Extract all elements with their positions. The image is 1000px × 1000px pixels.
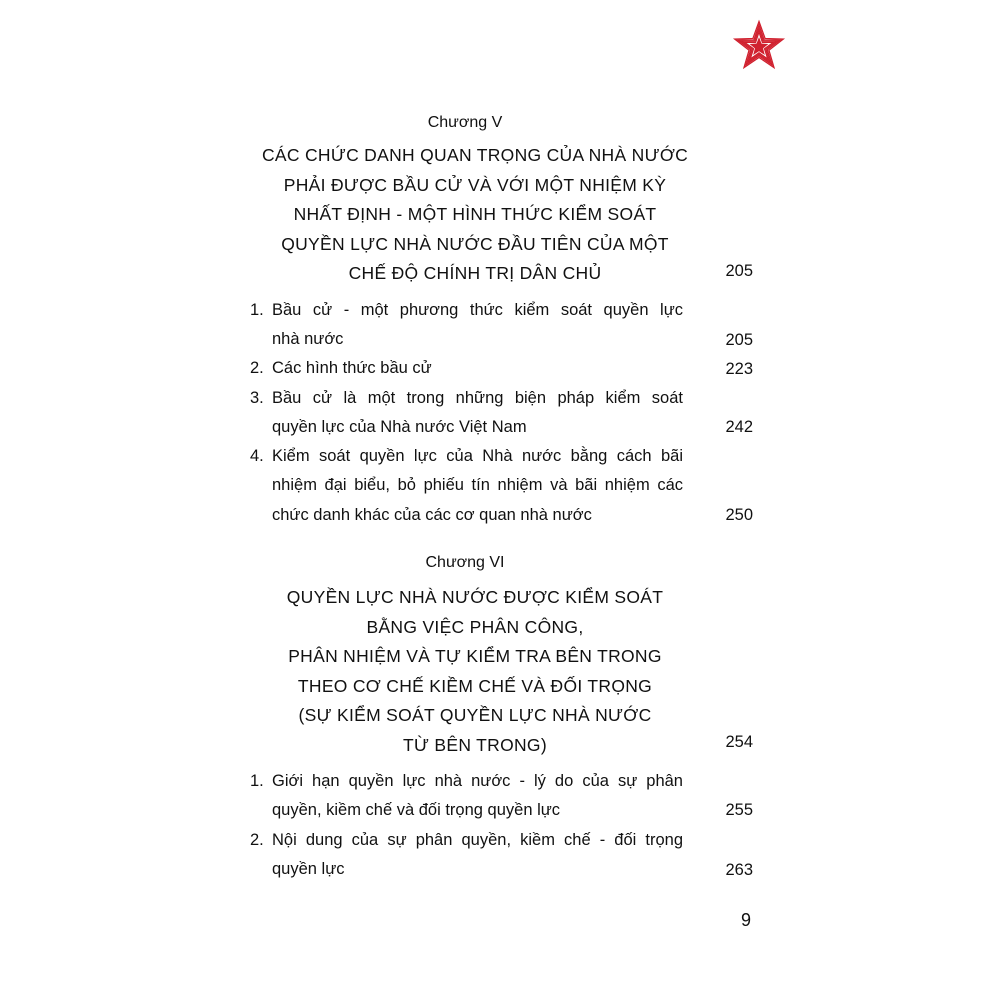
toc-entry[interactable] <box>250 826 683 885</box>
chapter-5-title-line: QUYỀN LỰC NHÀ NƯỚC ĐẦU TIÊN CỦA MỘT <box>281 233 669 254</box>
chapter-5-title-line: NHẤT ĐỊNH - MỘT HÌNH THỨC KIỂM SOÁT <box>293 204 657 224</box>
chapter-5-page-number: 205 <box>725 262 753 280</box>
entry-text-line: Các hình thức bầu cử <box>272 359 432 377</box>
publisher-star-emblem-icon <box>730 18 788 76</box>
entry-number: 1. <box>250 301 264 319</box>
chapter-6-title-line: TỪ BÊN TRONG) <box>403 734 547 755</box>
chapter-6-title-line: THEO CƠ CHẾ KIỀM CHẾ VÀ ĐỐI TRỌNG <box>297 675 653 696</box>
chapter-5-title-line: CÁC CHỨC DANH QUAN TRỌNG CỦA NHÀ NƯỚC <box>261 145 689 165</box>
chapter-6-title <box>250 583 700 760</box>
entry-text-line: Giới hạn quyền lực nhà nước - lý do của sự phân <box>272 772 683 790</box>
toc-entry[interactable] <box>250 384 683 443</box>
entry-number: 1. <box>250 772 264 790</box>
toc-entry[interactable] <box>250 767 683 826</box>
entry-page-number: 263 <box>725 861 753 879</box>
entry-text-line: quyền lực <box>272 860 345 879</box>
entry-text-line: nhà nước <box>272 330 344 349</box>
entry-text-line: Kiểm soát quyền lực của Nhà nước bằng cách bãi <box>272 447 683 465</box>
entry-number: 2. <box>250 359 264 377</box>
entry-number: 3. <box>250 389 264 407</box>
entry-text-line: Nội dung của sự phân quyền, kiềm chế - đối trọng <box>272 831 683 849</box>
toc-entry[interactable] <box>250 354 683 383</box>
chapter-6-title-line: (SỰ KIỂM SOÁT QUYỀN LỰC NHÀ NƯỚC <box>298 705 652 725</box>
page-number: 9 <box>741 910 752 930</box>
entry-page-number: 250 <box>725 506 753 524</box>
entry-page-number: 242 <box>725 418 753 436</box>
chapter-6-title-line: QUYỀN LỰC NHÀ NƯỚC ĐƯỢC KIỂM SOÁT <box>286 587 664 607</box>
entry-text-line: quyền, kiềm chế và đối trọng quyền lực <box>272 801 561 820</box>
chapter-6-title-line: PHÂN NHIỆM VÀ TỰ KIỂM TRA BÊN TRONG <box>288 646 662 666</box>
toc-entry[interactable] <box>250 296 683 355</box>
chapter-6-label: Chương VI <box>425 554 505 571</box>
entry-number: 2. <box>250 831 264 849</box>
toc-entry[interactable] <box>250 442 683 530</box>
entry-text-line: Bầu cử - một phương thức kiểm soát quyền lực <box>272 301 683 319</box>
chapter-5-label: Chương V <box>427 114 503 131</box>
entry-text-line: Bầu cử là một trong những biện pháp kiểm soát <box>272 389 683 407</box>
chapter-5-title-line: CHẾ ĐỘ CHÍNH TRỊ DÂN CHỦ <box>348 263 602 283</box>
chapter-6-page-number: 254 <box>725 733 753 751</box>
entry-text-line: nhiệm đại biểu, bỏ phiếu tín nhiệm và bãi nhiệm các <box>272 476 683 495</box>
chapter-5-title <box>250 141 700 289</box>
entry-text-line: chức danh khác của các cơ quan nhà nước <box>272 505 592 524</box>
entry-number: 4. <box>250 447 264 465</box>
entry-page-number: 255 <box>725 801 753 819</box>
entry-page-number: 205 <box>725 331 753 349</box>
chapter-5-title-line: PHẢI ĐƯỢC BẦU CỬ VÀ VỚI MỘT NHIỆM KỲ <box>283 174 667 195</box>
chapter-6-title-line: BẰNG VIỆC PHÂN CÔNG, <box>366 616 584 637</box>
entry-page-number: 223 <box>725 360 753 378</box>
entry-text-line: quyền lực của Nhà nước Việt Nam <box>272 418 527 437</box>
